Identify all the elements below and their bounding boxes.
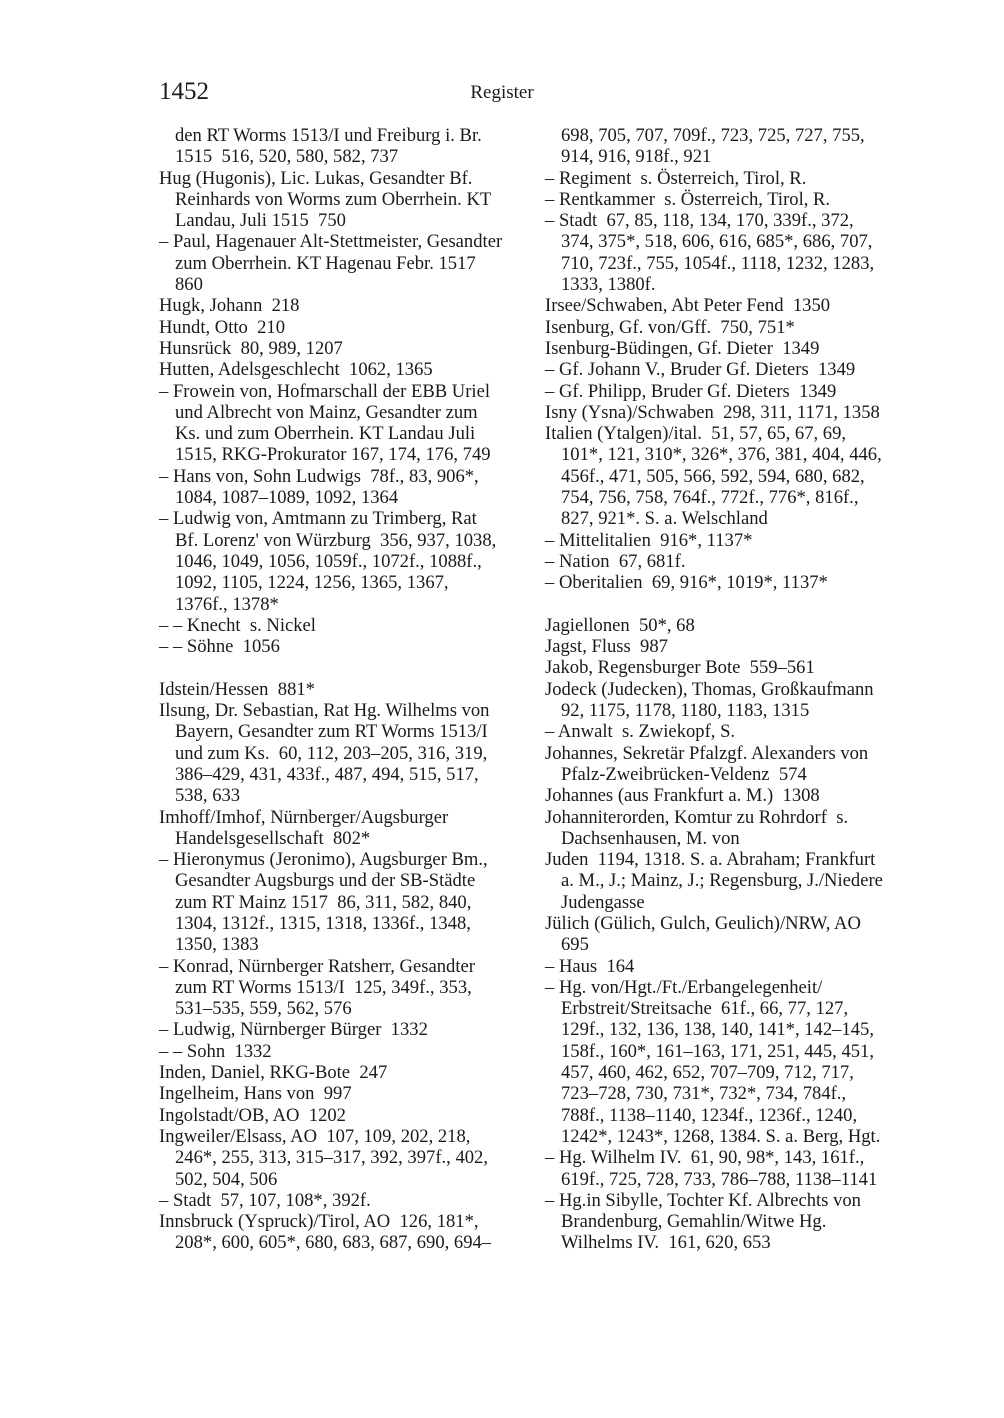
index-entry-line: 1046, 1049, 1056, 1059f., 1072f., 1088f.,: [175, 550, 482, 572]
index-entry: [159, 636, 531, 657]
index-entry-line: 723–728, 730, 731*, 732*, 734, 784f.,: [561, 1083, 847, 1105]
index-entry: [159, 1083, 531, 1104]
index-entry-line: Italien (Ytalgen)/ital. 51, 57, 65, 67, 69,: [545, 423, 847, 445]
index-entry-line: Ingolstadt/OB, AO 1202: [159, 1104, 346, 1126]
index-entry-line: – Nation 67, 681f.: [545, 550, 686, 572]
index-entry: [159, 849, 531, 955]
index-entry: [545, 359, 917, 380]
index-entry-line: 456f., 471, 505, 566, 592, 594, 680, 682,: [561, 465, 865, 487]
index-entry-line: 827, 921*. S. a. Welschland: [561, 508, 768, 530]
index-entry: [545, 913, 917, 956]
index-entry: [545, 168, 917, 189]
index-entry: [545, 295, 917, 316]
section-gap: [545, 594, 917, 615]
index-entry-line: Johannes, Sekretär Pfalzgf. Alexanders von: [545, 742, 869, 764]
index-entry-line: Gesandter Augsburgs und der SB-Städte: [175, 870, 476, 892]
index-entry-line: – Hieronymus (Jeronimo), Augsburger Bm.,: [159, 849, 488, 871]
index-entry-line: 1084, 1087–1089, 1092, 1364: [175, 487, 399, 509]
index-entry-line: 1515 516, 520, 580, 582, 737: [175, 146, 399, 168]
index-entry: [159, 168, 531, 232]
index-entry-line: 860: [175, 274, 203, 296]
index-entry-line: Dachsenhausen, M. von: [561, 827, 740, 849]
index-entry: [159, 1041, 531, 1062]
index-entry-line: 914, 916, 918f., 921: [561, 146, 712, 168]
index-entry: [545, 210, 917, 295]
index-entry-line: Ingelheim, Hans von 997: [159, 1083, 352, 1105]
index-entry-line: – Gf. Philipp, Bruder Gf. Dieters 1349: [545, 380, 837, 402]
index-entry-line: 698, 705, 707, 709f., 723, 725, 727, 755,: [561, 125, 865, 146]
index-entry-line: Inden, Daniel, RKG-Bote 247: [159, 1062, 388, 1084]
index-entry-line: – Haus 164: [545, 955, 635, 977]
index-entry-line: – Mittelitalien 916*, 1137*: [545, 529, 753, 551]
index-entry-line: 1350, 1383: [175, 934, 259, 956]
index-entry-line: Jodeck (Judecken), Thomas, Großkaufmann: [545, 678, 874, 700]
index-entry: [159, 1062, 531, 1083]
index-entry-line: Handelsgesellschaft 802*: [175, 827, 371, 849]
index-entry-line: Hunsrück 80, 989, 1207: [159, 337, 343, 359]
index-entry-line: 502, 504, 506: [175, 1168, 278, 1190]
index-entry: [545, 551, 917, 572]
index-entry: [545, 657, 917, 678]
index-entry-line: – Ludwig von, Amtmann zu Trimberg, Rat: [159, 508, 477, 530]
index-entry-line: Landau, Juli 1515 750: [175, 210, 346, 232]
index-entry: [159, 466, 531, 509]
index-entry: [159, 956, 531, 1020]
index-entry: [159, 359, 531, 380]
index-entry: [545, 956, 917, 977]
index-entry-line: Jülich (Gülich, Gulch, Geulich)/NRW, AO: [545, 912, 861, 934]
index-entry-line: – Paul, Hagenauer Alt-Stettmeister, Gesandter: [159, 231, 503, 253]
index-entry-line: Hug (Hugonis), Lic. Lukas, Gesandter Bf.: [159, 167, 473, 189]
index-entry-line: 531–535, 559, 562, 576: [175, 998, 352, 1020]
index-entry-line: – Hans von, Sohn Ludwigs 78f., 83, 906*,: [159, 465, 479, 487]
index-entry-line: 386–429, 431, 433f., 487, 494, 515, 517,: [175, 763, 479, 785]
index-entry-line: – Frowein von, Hofmarschall der EBB Uriel: [159, 380, 491, 402]
page-number: 1452: [159, 78, 209, 105]
index-entry-line: Brandenburg, Gemahlin/Witwe Hg.: [561, 1211, 827, 1233]
index-entry: [545, 785, 917, 806]
index-entry-line: – Oberitalien 69, 916*, 1019*, 1137*: [545, 572, 828, 594]
index-entry: [545, 849, 917, 913]
index-entry-line: 208*, 600, 605*, 680, 683, 687, 690, 694–: [175, 1232, 492, 1254]
index-entry-line: 695: [561, 934, 589, 956]
index-entry-line: zum Oberrhein. KT Hagenau Febr. 1517: [175, 252, 476, 274]
index-entry: [545, 189, 917, 210]
index-entry-line: Imhoff/Imhof, Nürnberger/Augsburger: [159, 806, 449, 828]
index-column-left: [159, 125, 531, 1254]
index-entry: [545, 572, 917, 593]
index-entry-line: Isenburg, Gf. von/Gff. 750, 751*: [545, 316, 795, 338]
index-column-right: [545, 125, 917, 1254]
index-entry: [545, 423, 917, 529]
index-entry-line: Johannes (aus Frankfurt a. M.) 1308: [545, 785, 820, 807]
index-entry-line: 92, 1175, 1178, 1180, 1183, 1315: [561, 700, 810, 722]
index-entry: [159, 1126, 531, 1190]
index-entry-line: 710, 723f., 755, 1054f., 1118, 1232, 1283,: [561, 252, 875, 274]
index-entry-line: – Anwalt s. Zwiekopf, S.: [545, 721, 736, 743]
index-entry: [545, 977, 917, 1147]
index-entry: [545, 679, 917, 722]
index-entry-line: Irsee/Schwaben, Abt Peter Fend 1350: [545, 295, 831, 317]
index-entry: [545, 338, 917, 359]
section-gap: [159, 657, 531, 678]
index-entry-line: – Stadt 57, 107, 108*, 392f.: [159, 1189, 371, 1211]
index-entry-line: Ingweiler/Elsass, AO 107, 109, 202, 218,: [159, 1125, 471, 1147]
index-entry-line: Hugk, Johann 218: [159, 295, 300, 317]
index-entry-line: zum RT Worms 1513/I 125, 349f., 353,: [175, 976, 472, 998]
index-entry-line: 1242*, 1243*, 1268, 1384. S. a. Berg, Hgt.: [561, 1125, 881, 1147]
index-entry-line: zum RT Mainz 1517 86, 311, 582, 840,: [175, 891, 472, 913]
index-entry: [159, 807, 531, 850]
index-entry-line: Wilhelms IV. 161, 620, 653: [561, 1232, 771, 1254]
index-entry-line: – Hg.in Sibylle, Tochter Kf. Albrechts von: [545, 1189, 861, 1211]
index-entry: [545, 1147, 917, 1190]
index-entry: [545, 402, 917, 423]
index-entry-line: – Ludwig, Nürnberger Bürger 1332: [159, 1019, 428, 1041]
index-entry-line: 457, 460, 462, 652, 707–709, 712, 717,: [561, 1062, 854, 1084]
index-entry: [159, 508, 531, 614]
index-entry-line: 1333, 1380f.: [561, 274, 656, 296]
index-entry: [545, 636, 917, 657]
index-entry-line: 374, 375*, 518, 606, 616, 685*, 686, 707,: [561, 231, 873, 253]
index-entry-line: 101*, 121, 310*, 326*, 376, 381, 404, 446,: [561, 444, 882, 466]
index-entry-line: Juden 1194, 1318. S. a. Abraham; Frankfurt: [545, 849, 876, 871]
index-entry-line: – Regiment s. Österreich, Tirol, R.: [545, 167, 807, 189]
index-entry-line: 788f., 1138–1140, 1234f., 1236f., 1240,: [561, 1104, 858, 1126]
index-entry: [159, 1019, 531, 1040]
index-entry: [545, 381, 917, 402]
index-entry-line: Hundt, Otto 210: [159, 316, 286, 338]
index-entry-line: – – Söhne 1056: [159, 636, 280, 658]
index-entry: [545, 721, 917, 742]
index-entry-line: 158f., 160*, 161–163, 171, 251, 445, 451,: [561, 1040, 874, 1062]
index-entry-line: Idstein/Hessen 881*: [159, 678, 315, 700]
index-entry-line: Jakob, Regensburger Bote 559–561: [545, 657, 815, 679]
index-entry: [159, 700, 531, 806]
index-entry-line: den RT Worms 1513/I und Freiburg i. Br.: [175, 125, 482, 146]
index-entry-line: – Gf. Johann V., Bruder Gf. Dieters 1349: [545, 359, 856, 381]
index-entry: [159, 381, 531, 466]
index-entry: [159, 615, 531, 636]
index-entry-line: Jagst, Fluss 987: [545, 636, 668, 658]
index-entry-line: Ilsung, Dr. Sebastian, Rat Hg. Wilhelms von: [159, 700, 490, 722]
index-entry-line: – Hg. Wilhelm IV. 61, 90, 98*, 143, 161f.,: [545, 1147, 865, 1169]
index-entry-line: Bf. Lorenz' von Würzburg 356, 937, 1038,: [175, 529, 497, 551]
index-entry-line: – Stadt 67, 85, 118, 134, 170, 339f., 372,: [545, 210, 854, 232]
index-entry: [545, 807, 917, 850]
index-entry: [159, 1190, 531, 1211]
index-entry: [159, 679, 531, 700]
index-entry-line: 538, 633: [175, 785, 241, 807]
index-entry-line: Bayern, Gesandter zum RT Worms 1513/I: [175, 721, 488, 743]
index-entry: [545, 530, 917, 551]
index-entry-line: Innsbruck (Yspruck)/Tirol, AO 126, 181*,: [159, 1211, 479, 1233]
index-entry-line: Pfalz-Zweibrücken-Veldenz 574: [561, 763, 807, 785]
index-entry-line: 619f., 725, 728, 733, 786–788, 1138–1141: [561, 1168, 878, 1190]
index-entry: [159, 231, 531, 295]
index-entry: [545, 615, 917, 636]
index-entry-line: Hutten, Adelsgeschlecht 1062, 1365: [159, 359, 433, 381]
index-entry: [159, 1211, 531, 1254]
index-entry-line: Ks. und zum Oberrhein. KT Landau Juli: [175, 423, 476, 445]
index-entry-line: Isny (Ysna)/Schwaben 298, 311, 1171, 1358: [545, 401, 880, 423]
index-entry: [545, 743, 917, 786]
index-entry-line: 1515, RKG-Prokurator 167, 174, 176, 749: [175, 444, 491, 466]
index-entry: [545, 125, 917, 168]
index-entry-line: Reinhards von Worms zum Oberrhein. KT: [175, 188, 492, 210]
index-entry: [159, 125, 531, 168]
index-entry-line: Jagiellonen 50*, 68: [545, 614, 695, 636]
index-entry: [159, 338, 531, 359]
index-entry-line: und Albrecht von Mainz, Gesandter zum: [175, 401, 478, 423]
index-entry-line: – Konrad, Nürnberger Ratsherr, Gesandter: [159, 955, 475, 977]
index-entry-line: 129f., 132, 136, 138, 140, 141*, 142–145,: [561, 1019, 874, 1041]
index-entry-line: Johanniterorden, Komtur zu Rohrdorf s.: [545, 806, 849, 828]
index-entry-line: 1376f., 1378*: [175, 593, 279, 615]
index-entry-line: und zum Ks. 60, 112, 203–205, 316, 319,: [175, 742, 488, 764]
index-entry-line: – – Knecht s. Nickel: [159, 614, 316, 636]
index-entry: [159, 317, 531, 338]
index-entry-line: – – Sohn 1332: [159, 1040, 272, 1062]
index-entry-line: Judengasse: [561, 891, 645, 913]
index-entry: [545, 317, 917, 338]
index-entry: [159, 1105, 531, 1126]
index-entry: [159, 295, 531, 316]
index-entry-line: 754, 756, 758, 764f., 772f., 776*, 816f.,: [561, 487, 859, 509]
index-entry-line: – Hg. von/Hgt./Ft./Erbangelegenheit/: [545, 976, 823, 998]
index-entry-line: – Rentkammer s. Österreich, Tirol, R.: [545, 188, 831, 210]
index-entry-line: 1092, 1105, 1224, 1256, 1365, 1367,: [175, 572, 449, 594]
index-entry-line: 1304, 1312f., 1315, 1318, 1336f., 1348,: [175, 912, 471, 934]
index-entry-line: Erbstreit/Streitsache 61f., 66, 77, 127,: [561, 998, 849, 1020]
index-entry-line: Isenburg-Büdingen, Gf. Dieter 1349: [545, 337, 820, 359]
index-entry-line: 246*, 255, 313, 315–317, 392, 397f., 402,: [175, 1147, 488, 1169]
index-entry: [545, 1190, 917, 1254]
index-entry-line: a. M., J.; Mainz, J.; Regensburg, J./Niedere: [561, 870, 883, 892]
